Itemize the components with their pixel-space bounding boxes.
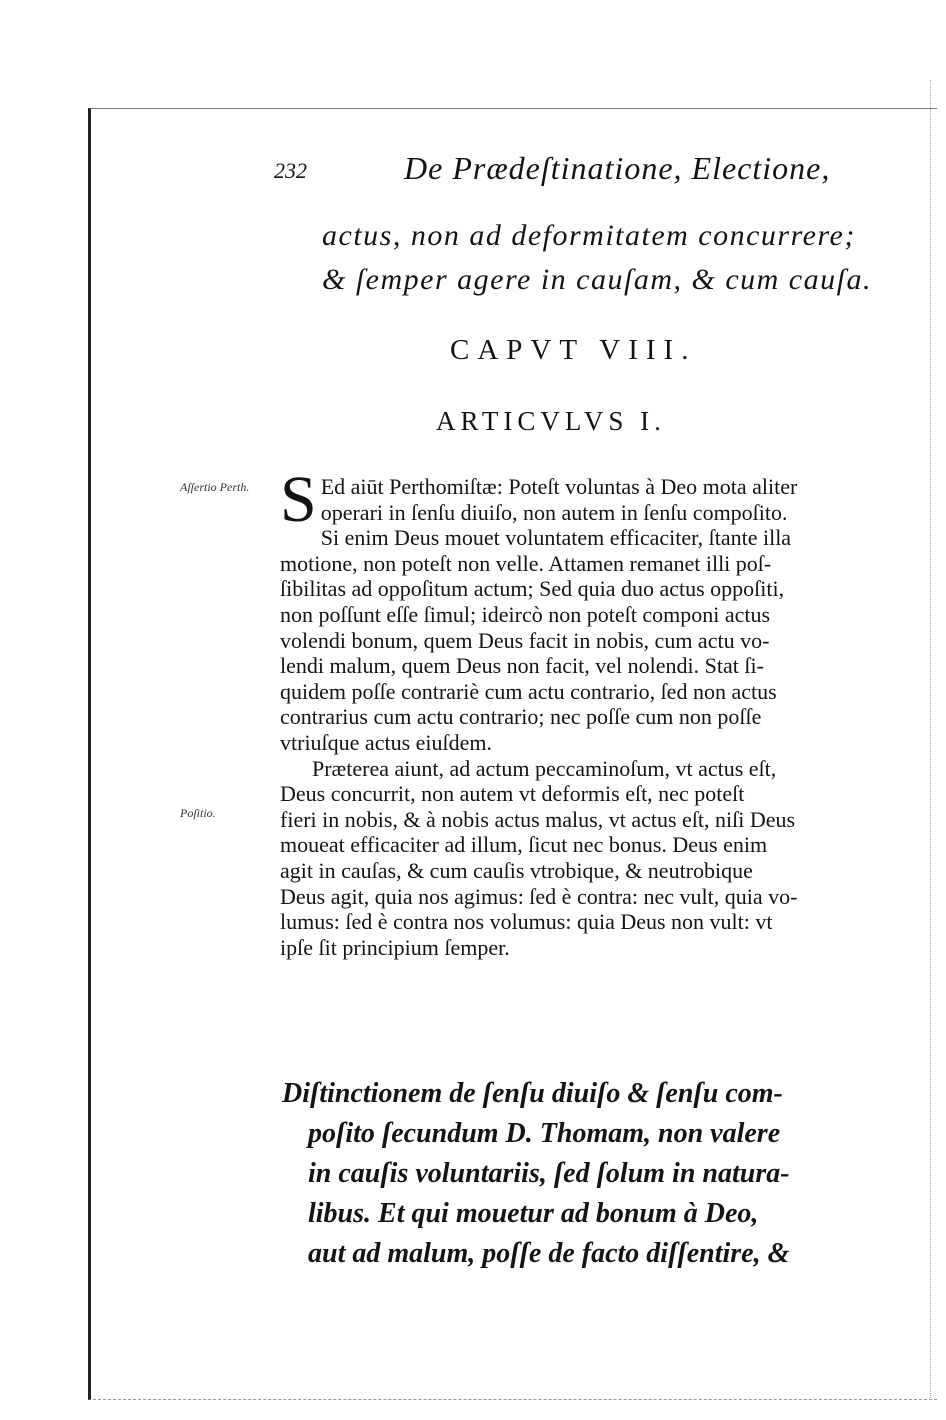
paragraph-1: [280, 463, 904, 756]
section-summary: [282, 1074, 902, 1274]
text-line: vtriuſque actus eiuſdem.: [280, 729, 492, 755]
text-line: Si enim Deus mouet voluntatem efficaciter, ſtante illa: [320, 525, 792, 551]
text-line: lumus: ſed è contra nos volumus: quia Deus non vult: vt: [280, 909, 773, 935]
body-text: [280, 463, 904, 960]
text-line: non poſſunt eſſe ſimul; ideircò non poteſt componi actus: [280, 601, 771, 627]
text-line: Deus agit, quia nos agimus: ſed è contra: nec vult, quia vo-: [280, 883, 798, 909]
margin-note-assertio: Aſſertio Perth.: [180, 480, 250, 494]
text-line: agit in cauſas, & cum cauſis vtrobique, & neutrobique: [280, 857, 753, 883]
articulus-heading: ARTICVLVS I.: [436, 406, 666, 436]
caput-heading: CAPVT VIII.: [450, 334, 697, 366]
summary-line: in cauſis voluntariis, ſed ſolum in natura-: [308, 1158, 790, 1189]
text-line: quidem poſſe contrariè cum actu contrario, ſed non actus: [280, 678, 777, 704]
text-line: Deus concurrit, non autem vt deformis eſt, nec poteſt: [280, 781, 745, 807]
running-head: De Prædeſtinatione, Electione,: [404, 150, 831, 186]
page-number: 232: [274, 158, 307, 183]
text-line: lendi malum, quem Deus non facit, vel nolendi. Stat ſi-: [280, 653, 764, 679]
text-line: Præterea aiunt, ad actum peccaminoſum, vt actus eſt,: [312, 755, 777, 781]
summary-line: poſito ſecundum D. Thomam, non valere: [308, 1118, 781, 1149]
summary-line: aut ad malum, poſſe de facto diſſentire, &: [308, 1238, 790, 1269]
title-line: & ſemper agere in cauſam, & cum cauſa.: [322, 263, 872, 296]
text-line: Ed aiūt Perthomiſtæ: Poteſt voluntas à Deo mota aliter: [320, 474, 798, 499]
chapter-title: [322, 214, 912, 302]
summary-line: libus. Et qui mouetur ad bonum à Deo,: [308, 1198, 759, 1229]
margin-note-positio: Poſitio.: [180, 806, 216, 820]
text-line: ſibilitas ad oppoſitum actum; Sed quia duo actus oppoſiti,: [280, 576, 785, 602]
text-line: motione, non poteſt non velle. Attamen remanet illi poſ-: [280, 550, 772, 576]
text-line: moueat efficaciter ad illum, ſicut nec bonus. Deus enim: [280, 832, 768, 858]
drop-cap: S: [280, 463, 317, 536]
title-line: actus, non ad deformitatem concurrere;: [322, 219, 856, 252]
summary-line: Diſtinctionem de ſenſu diuiſo & ſenſu com-: [282, 1078, 783, 1109]
page-edge: [930, 80, 931, 1400]
text-line: operari in ſenſu diuiſo, non autem in ſenſu compoſito.: [320, 499, 788, 525]
paragraph-2: [280, 756, 904, 961]
text-line: fieri in nobis, & à nobis actus malus, vt actus eſt, niſi Deus: [280, 806, 796, 832]
text-line: volendi bonum, quem Deus facit in nobis, cum actu vo-: [280, 627, 770, 653]
text-line: contrarius cum actu contrario; nec poſſe cum non poſſe: [280, 704, 762, 730]
text-line: ipſe ſit principium ſemper.: [280, 934, 510, 960]
